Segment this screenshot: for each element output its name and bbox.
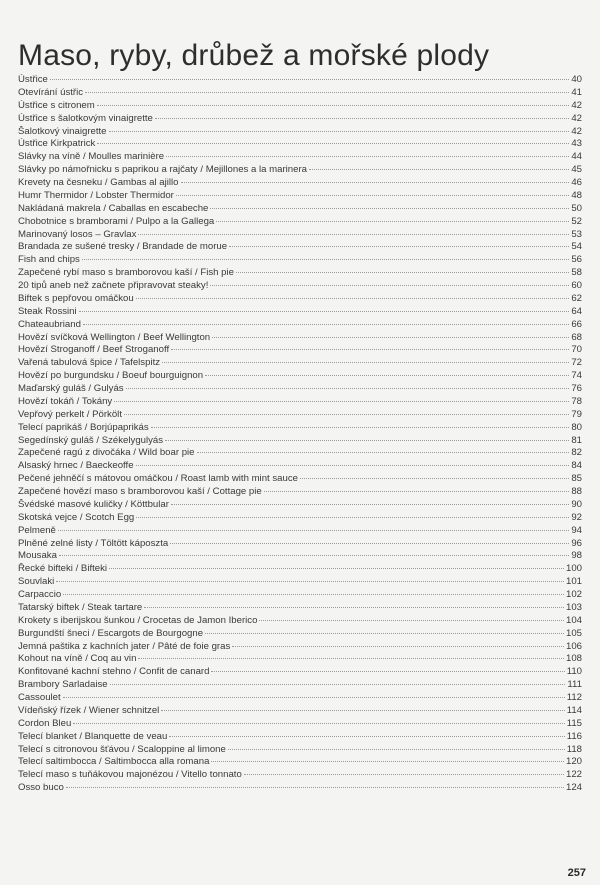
- toc-entry-page: 74: [571, 370, 582, 382]
- dot-leader: [169, 736, 564, 737]
- toc-entry-title: Ústřice s šalotkovým vinaigrette: [18, 112, 153, 124]
- toc-entry: [18, 512, 582, 525]
- dot-leader: [63, 697, 565, 698]
- dot-leader: [83, 324, 569, 325]
- toc-entry: [18, 460, 582, 473]
- toc-entry-page: 118: [566, 743, 582, 755]
- toc-entry-page: 124: [565, 782, 582, 794]
- dot-leader: [85, 92, 569, 93]
- toc-entry: [18, 370, 582, 383]
- toc-entry: [18, 435, 582, 448]
- dot-leader: [264, 491, 570, 492]
- toc-entry-page: 114: [566, 704, 582, 716]
- dot-leader: [126, 388, 570, 389]
- toc-entry-page: 112: [566, 692, 582, 703]
- toc-entry: [18, 718, 582, 731]
- toc-entry-page: 82: [571, 447, 582, 459]
- toc-entry-title: Slávky na víně / Moulles marinière: [18, 151, 165, 163]
- toc-entry: [18, 229, 582, 242]
- dot-leader: [212, 337, 569, 338]
- toc-entry-title: Tatarský biftek / Steak tartare: [18, 601, 143, 613]
- toc-entry-title: Ústřice s citronem: [18, 99, 95, 111]
- toc-entry-page: 110: [566, 666, 582, 678]
- toc-entry-title: Maďarský guláš / Gulyás: [18, 383, 124, 394]
- dot-leader: [229, 246, 569, 247]
- toc-entry: [18, 602, 582, 615]
- dot-leader: [79, 311, 570, 312]
- toc-entry: [18, 473, 582, 486]
- toc-entry-title: Slávky po námořnicku s paprikou a rajčaty / Mejillones a la marinera: [18, 164, 308, 176]
- dot-leader: [176, 195, 569, 196]
- dot-leader: [97, 143, 569, 144]
- toc-entry: [18, 87, 582, 100]
- toc-entry-title: Mousaka: [18, 550, 57, 562]
- toc-entry: [18, 100, 582, 113]
- toc-entry-page: 62: [571, 292, 582, 304]
- toc-entry: [18, 138, 582, 151]
- dot-leader: [50, 79, 569, 80]
- dot-leader: [97, 105, 570, 106]
- toc-entry-title: Chateaubriand: [18, 318, 81, 330]
- dot-leader: [244, 774, 564, 775]
- toc-entry: [18, 563, 582, 576]
- toc-entry: [18, 267, 582, 280]
- toc-entry: [18, 782, 582, 795]
- toc-entry-page: 106: [565, 640, 582, 652]
- toc-entry: [18, 550, 582, 563]
- toc-entry: [18, 679, 582, 692]
- toc-entry-page: 52: [571, 215, 582, 227]
- toc-entry-title: Kohout na víně / Coq au vin: [18, 653, 137, 665]
- dot-leader: [232, 646, 564, 647]
- page-number: 257: [567, 867, 586, 879]
- toc-entry-page: 78: [571, 395, 582, 407]
- dot-leader: [170, 543, 569, 544]
- toc-entry-title: Otevírání ústřic: [18, 86, 84, 98]
- toc-entry-title: Skotská vejce / Scotch Egg: [18, 511, 135, 523]
- toc-entry: [18, 525, 582, 538]
- toc-entry-title: Alsaský hrnec / Baeckeoffe: [18, 460, 134, 472]
- toc-entry-page: 100: [565, 563, 582, 575]
- toc-entry-page: 94: [571, 524, 582, 536]
- toc-entry-page: 116: [566, 730, 582, 742]
- toc-entry-page: 64: [571, 305, 582, 317]
- toc-entry-page: 44: [571, 151, 582, 163]
- toc-entry-title: Krevety na česneku / Gambas al ajillo: [18, 177, 179, 188]
- toc-entry: [18, 293, 582, 306]
- toc-entry: [18, 409, 582, 422]
- dot-leader: [109, 131, 570, 132]
- dot-leader: [165, 440, 569, 441]
- toc-entry-title: Telecí maso s tuňákovou majonézou / Vitello tonnato: [18, 769, 242, 781]
- toc-entry-title: Hovězí po burgundsku / Boeuf bourguignon: [18, 370, 204, 382]
- toc-entry-title: Šalotkový vinaigrette: [18, 125, 107, 137]
- toc-entry-page: 79: [571, 408, 582, 420]
- toc-entry-title: Vařená tabulová špice / Tafelspitz: [18, 357, 161, 369]
- dot-leader: [66, 787, 564, 788]
- toc-entry: [18, 254, 582, 267]
- toc-entry-page: 84: [571, 460, 582, 472]
- toc-entry: [18, 576, 582, 589]
- toc-entry: [18, 113, 582, 126]
- toc-entry-page: 101: [565, 576, 582, 588]
- dot-leader: [136, 465, 570, 466]
- toc-entry-title: Hovězí tokáň / Tokány: [18, 395, 113, 407]
- toc-entry-page: 68: [571, 331, 582, 343]
- toc-entry-title: Zapečené hovězí maso s bramborovou kaší / Cottage pie: [18, 486, 262, 497]
- page-title: Maso, ryby, drůbež a mořské plody: [18, 39, 490, 72]
- toc-entry-title: Biftek s pepřovou omáčkou: [18, 292, 134, 304]
- toc-entry-page: 102: [565, 589, 582, 600]
- dot-leader: [166, 156, 569, 157]
- toc-entry-title: Telecí blanket / Blanquette de veau: [18, 730, 168, 742]
- toc-entry-page: 96: [571, 537, 582, 549]
- toc-entry: [18, 383, 582, 396]
- toc-entry-page: 92: [571, 511, 582, 523]
- toc-entry-page: 48: [571, 189, 582, 201]
- toc-entry: [18, 319, 582, 332]
- toc-entry: [18, 177, 582, 190]
- dot-leader: [73, 723, 564, 724]
- dot-leader: [210, 285, 569, 286]
- toc-entry-page: 40: [571, 74, 582, 85]
- toc-entry-title: Chobotnice s bramborami / Pulpo a la Gallega: [18, 215, 215, 227]
- dot-leader: [171, 349, 569, 350]
- toc-entry-page: 56: [571, 254, 582, 266]
- toc-entry-title: Telecí saltimbocca / Saltimbocca alla romana: [18, 756, 210, 768]
- dot-leader: [197, 452, 570, 453]
- toc-entry: [18, 486, 582, 499]
- toc-entry: [18, 731, 582, 744]
- dot-leader: [259, 620, 564, 621]
- dot-leader: [300, 478, 569, 479]
- toc-entry-title: Marinovaný losos – Gravlax: [18, 228, 137, 240]
- dot-leader: [155, 118, 569, 119]
- toc-entry-title: Humr Thermidor / Lobster Thermidor: [18, 189, 174, 201]
- toc-entry-title: Cordon Bleu: [18, 717, 72, 729]
- toc-entry: [18, 357, 582, 370]
- dot-leader: [216, 221, 569, 222]
- toc-entry: [18, 641, 582, 654]
- toc-entry: [18, 216, 582, 229]
- dot-leader: [181, 182, 570, 183]
- dot-leader: [124, 414, 569, 415]
- toc-entry-title: Ústřice Kirkpatrick: [18, 138, 96, 150]
- toc-entry: [18, 692, 582, 705]
- toc-entry: [18, 332, 582, 345]
- toc-entry-title: Zapečené ragú z divočáka / Wild boar pie: [18, 447, 195, 459]
- toc-entry-page: 81: [571, 434, 582, 446]
- toc-entry: [18, 203, 582, 216]
- dot-leader: [82, 259, 569, 260]
- toc-entry-page: 108: [565, 653, 582, 665]
- dot-leader: [309, 169, 569, 170]
- toc-entry-page: 42: [571, 125, 582, 137]
- toc-entry-page: 111: [567, 679, 582, 691]
- toc-entry-page: 42: [571, 112, 582, 124]
- toc-entry-title: Telecí s citronovou šťávou / Scaloppine al limone: [18, 743, 226, 755]
- toc-entry-page: 43: [571, 138, 582, 150]
- table-of-contents: [18, 74, 582, 795]
- toc-entry: [18, 422, 582, 435]
- dot-leader: [205, 375, 569, 376]
- toc-entry: [18, 589, 582, 602]
- toc-entry: [18, 653, 582, 666]
- toc-entry-page: 42: [571, 99, 582, 111]
- toc-entry: [18, 280, 582, 293]
- toc-entry-page: 105: [565, 627, 582, 639]
- dot-leader: [236, 272, 569, 273]
- toc-entry-page: 104: [565, 614, 582, 626]
- toc-entry-title: Zapečené rybí maso s bramborovou kaší / Fish pie: [18, 267, 234, 279]
- toc-entry: [18, 306, 582, 319]
- dot-leader: [59, 555, 569, 556]
- toc-entry-page: 70: [571, 344, 582, 356]
- toc-entry: [18, 615, 582, 628]
- dot-leader: [136, 517, 569, 518]
- toc-entry-title: Hovězí Stroganoff / Beef Stroganoff: [18, 344, 170, 356]
- dot-leader: [138, 658, 564, 659]
- toc-entry: [18, 344, 582, 357]
- toc-entry-page: 122: [565, 769, 582, 781]
- dot-leader: [162, 362, 569, 363]
- toc-entry-page: 72: [571, 357, 582, 369]
- toc-entry: [18, 744, 582, 757]
- toc-entry-page: 58: [571, 267, 582, 279]
- toc-entry-page: 120: [565, 756, 582, 768]
- toc-entry: [18, 151, 582, 164]
- dot-leader: [211, 671, 564, 672]
- toc-entry-page: 60: [571, 280, 582, 291]
- toc-entry-title: Řecké bifteki / Bifteki: [18, 563, 108, 575]
- dot-leader: [109, 568, 564, 569]
- toc-entry-title: Švédské masové kuličky / Köttbular: [18, 498, 169, 510]
- dot-leader: [138, 234, 569, 235]
- dot-leader: [136, 298, 570, 299]
- toc-entry-page: 76: [571, 383, 582, 394]
- toc-entry-page: 45: [571, 164, 582, 176]
- toc-entry-page: 80: [571, 421, 582, 433]
- toc-entry-title: 20 tipů aneb než začnete připravovat steaky!: [18, 280, 209, 291]
- dot-leader: [228, 749, 565, 750]
- toc-entry-title: Ústřice: [18, 74, 48, 85]
- dot-leader: [205, 633, 564, 634]
- toc-entry: [18, 126, 582, 139]
- toc-entry-title: Hovězí svíčková Wellington / Beef Wellington: [18, 331, 211, 343]
- toc-entry-title: Pelmeně: [18, 524, 56, 536]
- dot-leader: [56, 581, 564, 582]
- dot-leader: [58, 530, 569, 531]
- toc-entry-title: Vepřový perkelt / Pörkölt: [18, 408, 122, 420]
- toc-entry-page: 66: [571, 318, 582, 330]
- toc-entry-title: Souvlaki: [18, 576, 55, 588]
- dot-leader: [210, 208, 569, 209]
- dot-leader: [171, 504, 569, 505]
- toc-entry-page: 103: [565, 601, 582, 613]
- toc-entry: [18, 538, 582, 551]
- toc-entry-title: Konfitované kachní stehno / Confit de canard: [18, 666, 210, 678]
- toc-entry: [18, 628, 582, 641]
- toc-entry: [18, 499, 582, 512]
- toc-entry: [18, 74, 582, 87]
- toc-entry-title: Pečené jehněčí s mátovou omáčkou / Roast lamb with mint sauce: [18, 473, 298, 485]
- toc-entry-title: Cassoulet: [18, 692, 61, 703]
- toc-entry-title: Telecí paprikáš / Borjúpaprikás: [18, 421, 149, 433]
- toc-entry-title: Fish and chips: [18, 254, 80, 266]
- dot-leader: [144, 607, 564, 608]
- toc-entry-page: 88: [571, 486, 582, 497]
- toc-entry: [18, 447, 582, 460]
- toc-entry: [18, 769, 582, 782]
- toc-entry-page: 53: [571, 228, 582, 240]
- toc-entry-page: 98: [571, 550, 582, 562]
- toc-entry-page: 50: [571, 202, 582, 214]
- toc-entry-page: 46: [571, 177, 582, 188]
- toc-entry: [18, 241, 582, 254]
- toc-entry-title: Plněné zelné listy / Töltött káposzta: [18, 537, 169, 549]
- toc-entry-page: 85: [571, 473, 582, 485]
- toc-entry-title: Nakládaná makrela / Caballas en escabeche: [18, 202, 209, 214]
- dot-leader: [151, 427, 570, 428]
- toc-entry: [18, 705, 582, 718]
- toc-entry: [18, 190, 582, 203]
- toc-entry-title: Vídeňský řízek / Wiener schnitzel: [18, 704, 160, 716]
- toc-entry-title: Osso buco: [18, 782, 64, 794]
- toc-entry-title: Segedínský guláš / Székelygulyás: [18, 434, 164, 446]
- dot-leader: [110, 684, 566, 685]
- dot-leader: [161, 710, 564, 711]
- toc-entry-page: 41: [571, 86, 582, 98]
- toc-entry-page: 54: [571, 241, 582, 253]
- dot-leader: [211, 761, 564, 762]
- toc-entry-title: Burgundští šneci / Escargots de Bourgogne: [18, 627, 204, 639]
- dot-leader: [63, 594, 564, 595]
- dot-leader: [114, 401, 569, 402]
- toc-entry-title: Brambory Sarladaise: [18, 679, 108, 691]
- toc-entry: [18, 756, 582, 769]
- toc-entry: [18, 396, 582, 409]
- toc-entry-page: 90: [571, 498, 582, 510]
- toc-entry-title: Carpaccio: [18, 589, 62, 600]
- toc-entry-title: Brandada ze sušené tresky / Brandade de morue: [18, 241, 228, 253]
- toc-entry: [18, 666, 582, 679]
- toc-entry-title: Krokety s iberijskou šunkou / Crocetas de Jamon Iberico: [18, 614, 258, 626]
- toc-entry: [18, 164, 582, 177]
- toc-entry-title: Steak Rossini: [18, 305, 77, 317]
- toc-entry-title: Jemná paštika z kachních jater / Pâté de foie gras: [18, 640, 231, 652]
- toc-entry-page: 115: [566, 717, 582, 729]
